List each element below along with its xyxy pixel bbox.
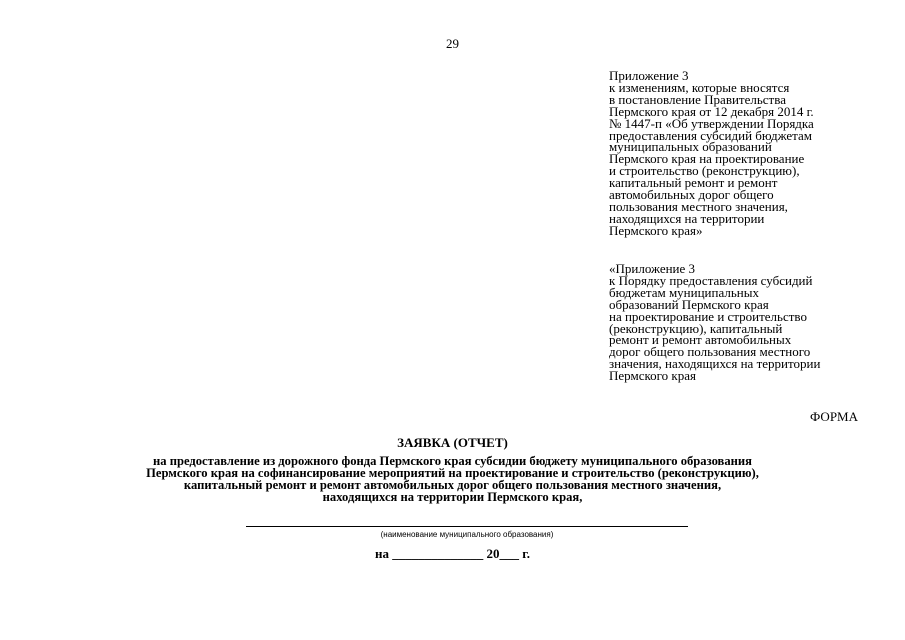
date-line: на ______________ 20___ г.: [375, 546, 530, 561]
document-title: ЗАЯВКА (ОТЧЕТ): [397, 435, 508, 450]
municipality-name-blank[interactable]: [246, 526, 688, 527]
annex-line: капитальный ремонт и ремонт: [609, 175, 778, 191]
annex-procedure-header: [609, 263, 899, 382]
annex-line: муниципальных образований: [609, 139, 772, 155]
annex-line: в постановление Правительства: [609, 91, 786, 107]
annex-line: находящихся на территории: [609, 210, 765, 226]
annex-line: предоставления субсидий бюджетам: [609, 127, 812, 143]
annex-line: к изменениям, которые вносятся: [609, 79, 790, 95]
form-label: ФОРМА: [810, 409, 858, 424]
page-number: 29: [446, 36, 459, 51]
subtitle-line: на предоставление из дорожного фонда Пермского края субсидии бюджету муниципального образования: [153, 454, 752, 468]
annex-line: ремонт и ремонт автомобильных: [609, 332, 792, 348]
annex-line: бюджетам муниципальных: [609, 284, 759, 300]
annex-line: Пермского края: [609, 368, 696, 384]
annex-line: № 1447-п «Об утверждении Порядка: [609, 115, 814, 131]
subtitle-line: находящихся на территории Пермского края,: [322, 489, 583, 504]
subtitle-line: Пермского края на софинансирование мероприятий на проектирование и строительство (реконструкцию),: [146, 465, 759, 480]
annex-line: Приложение 3: [609, 68, 689, 83]
annex-line: Пермского края»: [609, 222, 703, 238]
annex-line: пользования местного значения,: [609, 198, 788, 214]
annex-line: (реконструкцию), капитальный: [609, 320, 783, 336]
document-subtitle: [0, 456, 905, 504]
annex-line: автомобильных дорог общего: [609, 187, 774, 203]
annex-line: Пермского края от 12 декабря 2014 г.: [609, 103, 814, 119]
annex-line: значения, находящихся на территории: [609, 356, 821, 372]
annex-line: Пермского края на проектирование: [609, 151, 805, 167]
annex-amendments-header: [609, 70, 899, 237]
subtitle-line: капитальный ремонт и ремонт автомобильных дорог общего пользования местного значения,: [183, 477, 722, 492]
municipality-name-caption: (наименование муниципального образования): [380, 530, 554, 539]
annex-line: дорог общего пользования местного: [609, 344, 811, 360]
annex-line: к Порядку предоставления субсидий: [609, 272, 813, 288]
annex-line: на проектирование и строительство: [609, 308, 807, 324]
annex-line: и строительство (реконструкцию),: [609, 163, 800, 179]
annex-line: «Приложение 3: [609, 261, 696, 276]
annex-line: образований Пермского края: [609, 296, 769, 312]
